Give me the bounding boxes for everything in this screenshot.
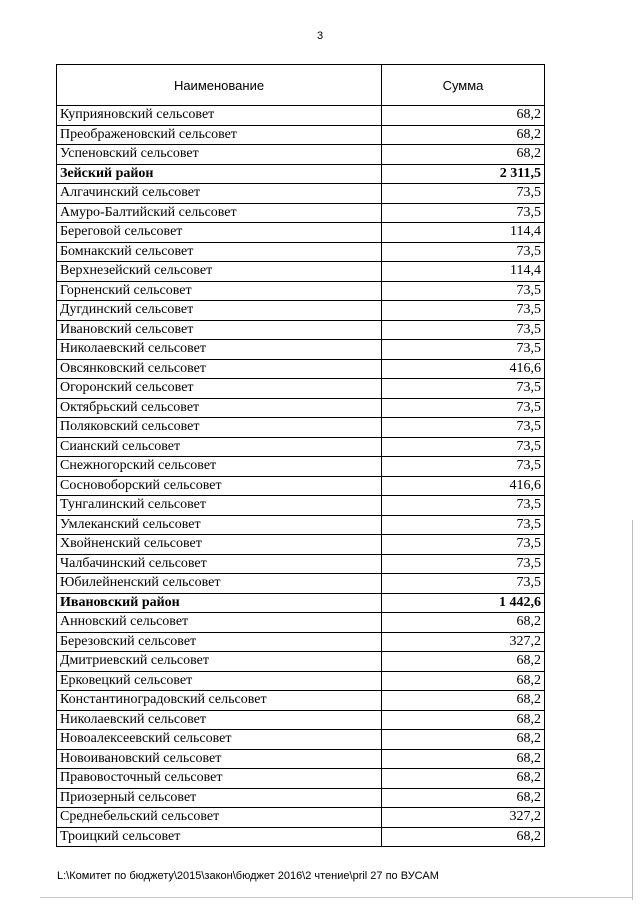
row-sum: 73,5 (382, 320, 545, 340)
row-name: Бомнакский сельсовет (57, 242, 382, 262)
scan-bottom-rule (40, 897, 632, 898)
row-name: Березовский сельсовет (57, 632, 382, 652)
table-row (57, 223, 545, 243)
row-name: Константиноградовский сельсовет (57, 691, 382, 711)
row-sum: 114,4 (382, 223, 545, 243)
row-name: Сосновоборский сельсовет (57, 476, 382, 496)
row-name: Юбилейненский сельсовет (57, 574, 382, 594)
row-sum: 73,5 (382, 184, 545, 204)
table-row (57, 281, 545, 301)
row-name: Зейский район (57, 164, 382, 184)
row-sum: 68,2 (382, 710, 545, 730)
row-sum: 73,5 (382, 379, 545, 399)
row-sum: 73,5 (382, 301, 545, 321)
row-sum: 73,5 (382, 418, 545, 438)
row-sum: 73,5 (382, 437, 545, 457)
table-row (57, 476, 545, 496)
row-name: Новоивановский сельсовет (57, 749, 382, 769)
table-header-row (57, 65, 545, 106)
row-sum: 68,2 (382, 749, 545, 769)
row-sum: 68,2 (382, 145, 545, 165)
row-name: Огоронский сельсовет (57, 379, 382, 399)
row-name: Октябрьский сельсовет (57, 398, 382, 418)
table-row (57, 340, 545, 360)
row-name: Дмитриевский сельсовет (57, 652, 382, 672)
row-name: Овсянковский сельсовет (57, 359, 382, 379)
row-sum: 68,2 (382, 613, 545, 633)
row-name: Анновский сельсовет (57, 613, 382, 633)
row-name: Ерковецкий сельсовет (57, 671, 382, 691)
table-row (57, 827, 545, 847)
row-name: Ивановский сельсовет (57, 320, 382, 340)
row-sum: 68,2 (382, 652, 545, 672)
row-sum: 68,2 (382, 106, 545, 126)
row-name: Горненский сельсовет (57, 281, 382, 301)
table-row (57, 106, 545, 126)
row-name: Дугдинский сельсовет (57, 301, 382, 321)
row-name: Амуро-Балтийский сельсовет (57, 203, 382, 223)
row-name: Сианский сельсовет (57, 437, 382, 457)
district-total-row (57, 164, 545, 184)
table-row (57, 145, 545, 165)
table-row (57, 808, 545, 828)
row-sum: 73,5 (382, 340, 545, 360)
row-sum: 68,2 (382, 788, 545, 808)
row-sum: 73,5 (382, 554, 545, 574)
row-name: Троицкий сельсовет (57, 827, 382, 847)
row-name: Успеновский сельсовет (57, 145, 382, 165)
row-name: Алгачинский сельсовет (57, 184, 382, 204)
row-name: Умлеканский сельсовет (57, 515, 382, 535)
row-sum: 327,2 (382, 632, 545, 652)
row-sum: 68,2 (382, 671, 545, 691)
row-sum: 73,5 (382, 242, 545, 262)
row-sum: 68,2 (382, 691, 545, 711)
row-name: Тунгалинский сельсовет (57, 496, 382, 516)
table-row (57, 262, 545, 282)
row-sum: 327,2 (382, 808, 545, 828)
row-name: Николаевский сельсовет (57, 340, 382, 360)
table-row (57, 496, 545, 516)
row-name: Снежногорский сельсовет (57, 457, 382, 477)
table-row (57, 574, 545, 594)
row-sum: 68,2 (382, 125, 545, 145)
row-sum: 416,6 (382, 359, 545, 379)
row-sum: 73,5 (382, 203, 545, 223)
scan-margin-line (632, 520, 633, 900)
table-row (57, 535, 545, 555)
row-sum: 73,5 (382, 281, 545, 301)
column-header-sum: Сумма (382, 65, 545, 106)
table-row (57, 749, 545, 769)
row-name: Хвойненский сельсовет (57, 535, 382, 555)
row-name: Николаевский сельсовет (57, 710, 382, 730)
table-row (57, 398, 545, 418)
row-name: Преображеновский сельсовет (57, 125, 382, 145)
table-row (57, 301, 545, 321)
table-row (57, 418, 545, 438)
table-body (57, 106, 545, 847)
district-total-row (57, 593, 545, 613)
row-sum: 73,5 (382, 496, 545, 516)
table-row (57, 379, 545, 399)
row-sum: 114,4 (382, 262, 545, 282)
row-sum: 73,5 (382, 535, 545, 555)
table-row (57, 457, 545, 477)
row-name: Приозерный сельсовет (57, 788, 382, 808)
table-row (57, 203, 545, 223)
table-row (57, 184, 545, 204)
table-row (57, 652, 545, 672)
row-name: Среднебельский сельсовет (57, 808, 382, 828)
row-sum: 1 442,6 (382, 593, 545, 613)
table-row (57, 242, 545, 262)
table-row (57, 554, 545, 574)
row-name: Чалбачинский сельсовет (57, 554, 382, 574)
row-name: Ивановский район (57, 593, 382, 613)
table-row (57, 730, 545, 750)
row-sum: 416,6 (382, 476, 545, 496)
footer-file-path: L:\Комитет по бюджету\2015\закон\бюджет 2016\2 чтение\pril 27 по ВУСАМ (57, 870, 439, 882)
table-row (57, 515, 545, 535)
table-row (57, 710, 545, 730)
row-sum: 68,2 (382, 769, 545, 789)
row-name: Поляковский сельсовет (57, 418, 382, 438)
row-sum: 73,5 (382, 398, 545, 418)
row-name: Новоалексеевский сельсовет (57, 730, 382, 750)
row-sum: 73,5 (382, 515, 545, 535)
table-row (57, 613, 545, 633)
table-row (57, 320, 545, 340)
row-name: Верхнезейский сельсовет (57, 262, 382, 282)
table-row (57, 788, 545, 808)
row-sum: 2 311,5 (382, 164, 545, 184)
row-sum: 73,5 (382, 574, 545, 594)
table-row (57, 632, 545, 652)
row-sum: 68,2 (382, 827, 545, 847)
table-row (57, 359, 545, 379)
table-row (57, 125, 545, 145)
row-sum: 73,5 (382, 457, 545, 477)
row-name: Береговой сельсовет (57, 223, 382, 243)
page-number: 3 (316, 30, 324, 42)
table-row (57, 691, 545, 711)
row-sum: 68,2 (382, 730, 545, 750)
column-header-name: Наименование (57, 65, 382, 106)
budget-table (56, 64, 545, 847)
table-row (57, 769, 545, 789)
table-row (57, 437, 545, 457)
table-row (57, 671, 545, 691)
row-name: Куприяновский сельсовет (57, 106, 382, 126)
row-name: Правовосточный сельсовет (57, 769, 382, 789)
